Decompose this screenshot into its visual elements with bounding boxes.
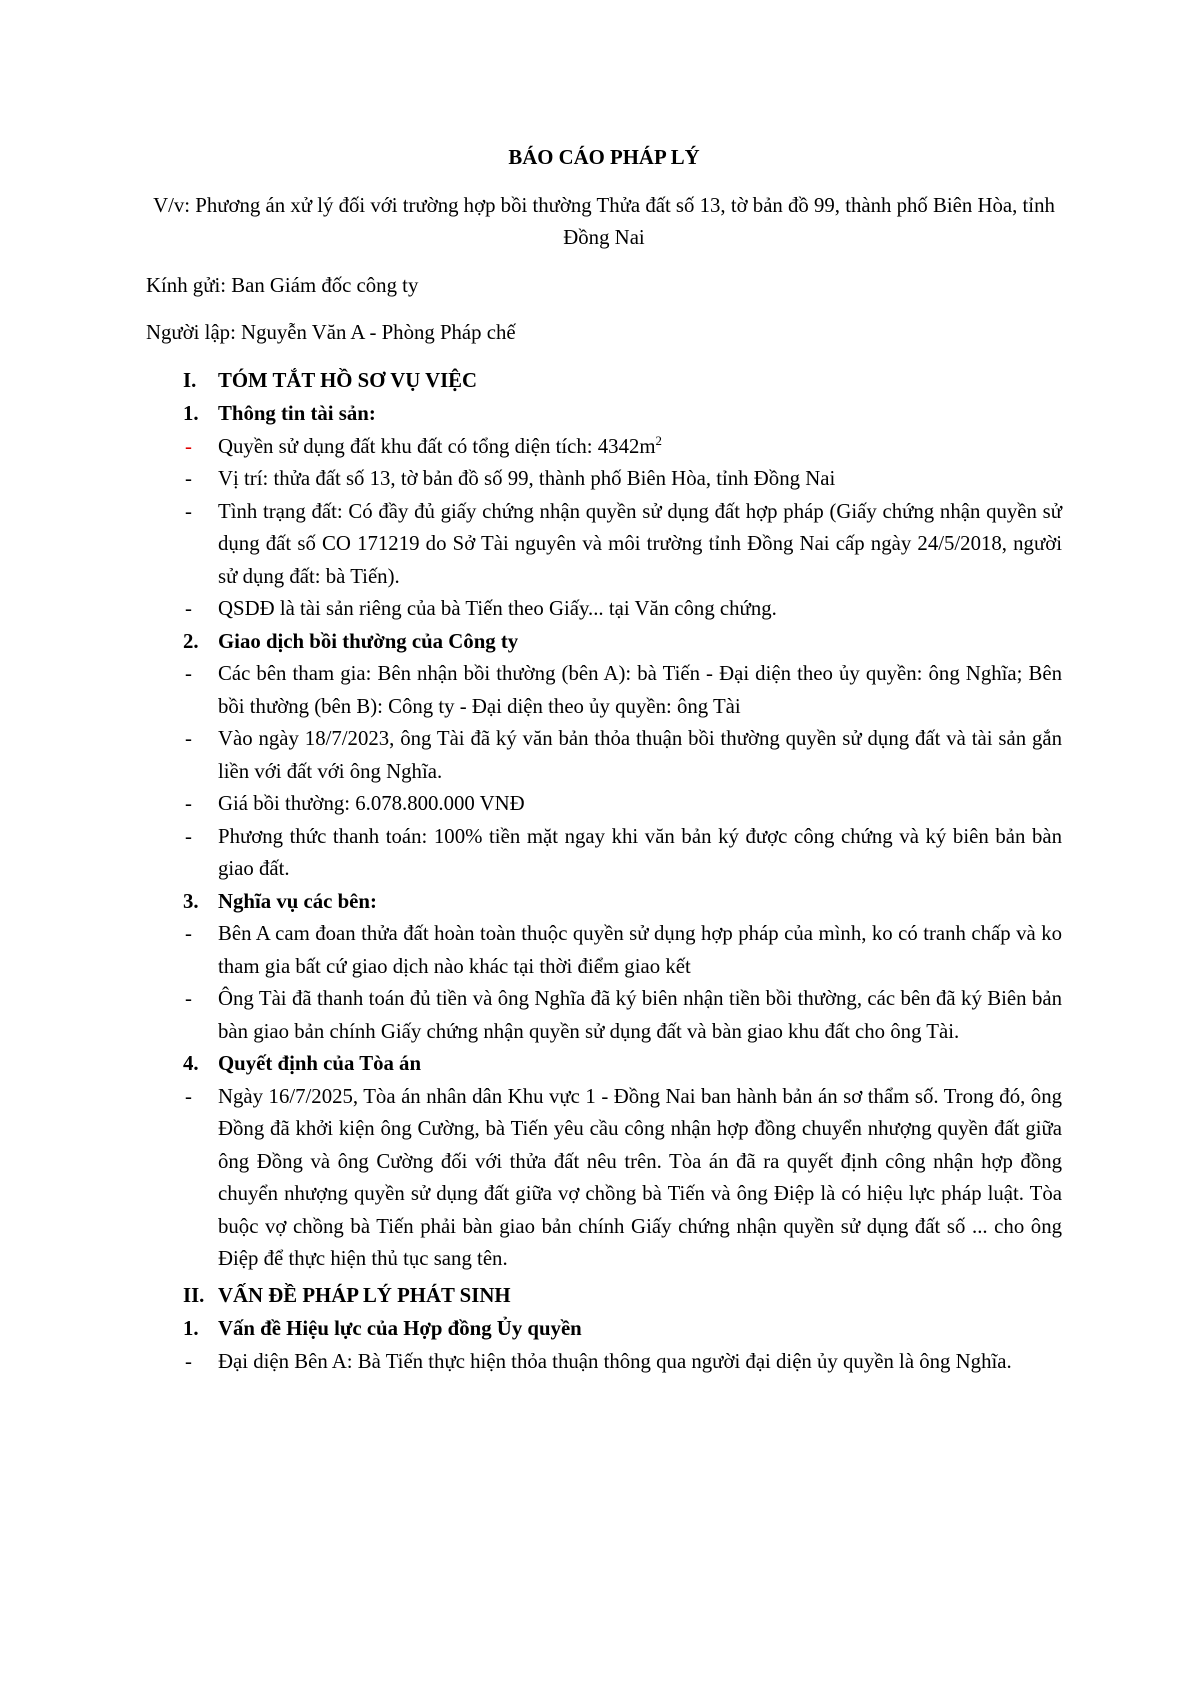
list-item — [146, 821, 1062, 886]
document-subject: V/v: Phương án xử lý đối với trường hợp bồi thường Thửa đất số 13, tờ bản đồ 99, thành phố Biên Hòa, tỉnh Đồng Nai — [153, 193, 1055, 249]
list-item — [146, 593, 1062, 626]
list-item — [146, 463, 1062, 496]
subsection-title: Quyết định của Tòa án — [218, 1052, 422, 1075]
bullet-dash: - — [185, 922, 192, 945]
section-number: II. — [183, 1283, 205, 1307]
bullet-dash: - — [185, 499, 192, 523]
list-item-text: Các bên tham gia: Bên nhận bồi thường (bên A): bà Tiến - Đại diện theo ủy quyền: ông Nghĩa; Bên bồi thường (bên B): Công ty - Đại diện theo ủy quyền: ông Tài — [218, 662, 1062, 718]
list-item — [146, 788, 1062, 821]
list-item-text: Giá bồi thường: 6.078.800.000 VNĐ — [218, 792, 525, 815]
subsection-heading — [146, 626, 1062, 659]
bullet-dash: - — [185, 1084, 192, 1108]
bullet-dash: - — [185, 824, 192, 848]
subsection-title: Giao dịch bồi thường của Công ty — [218, 629, 519, 653]
subsection-heading — [146, 1048, 1062, 1081]
subsection-heading — [146, 886, 1062, 919]
list-item — [146, 983, 1062, 1048]
bullet-dash: - — [185, 467, 192, 490]
document-content — [146, 142, 1062, 1378]
recipient-line: Kính gửi: Ban Giám đốc công ty — [146, 273, 419, 297]
list-item-text: Vị trí: thửa đất số 13, tờ bản đồ số 99, thành phố Biên Hòa, tỉnh Đồng Nai — [218, 467, 836, 490]
list-item-text: Đại diện Bên A: Bà Tiến thực hiện thỏa thuận thông qua người đại diện ủy quyền là ông Nghĩa. — [218, 1349, 1012, 1373]
subsection-number: 4. — [183, 1052, 199, 1075]
list-item-text: Bên A cam đoan thửa đất hoàn toàn thuộc quyền sử dụng hợp pháp của mình, ko có tranh chấp và ko tham gia bất cứ giao dịch nào khác tại thời điểm giao kết — [218, 922, 1062, 978]
list-item — [146, 1346, 1062, 1379]
list-item — [146, 431, 1062, 464]
bullet-dash: - — [185, 662, 192, 685]
bullet-dash: - — [185, 727, 192, 750]
list-item-text: Quyền sử dụng đất khu đất có tổng diện tích: 4342m — [218, 434, 656, 458]
subsection-title: Nghĩa vụ các bên: — [218, 889, 377, 913]
subsection-number: 1. — [183, 402, 199, 425]
bullet-dash: - — [185, 987, 192, 1010]
subsection-number: 3. — [183, 889, 199, 913]
list-item — [146, 1081, 1062, 1276]
section-title: TÓM TẮT HỒ SƠ VỤ VIỆC — [218, 368, 478, 392]
subsection-title: Thông tin tài sản: — [218, 402, 376, 425]
bullet-dash: - — [185, 1349, 192, 1373]
bullet-dash: - — [185, 434, 192, 458]
list-item — [146, 723, 1062, 788]
subsection-number: 2. — [183, 629, 199, 653]
subsection-heading — [146, 398, 1062, 431]
section-heading — [146, 365, 1062, 398]
list-item-text: Ông Tài đã thanh toán đủ tiền và ông Nghĩa đã ký biên nhận tiền bồi thường, các bên đã ký Biên bản bàn giao bản chính Giấy chứng nhận quyền sử dụng đất và bàn giao khu đất cho ông Tài. — [218, 987, 1062, 1043]
section-number: I. — [183, 368, 197, 392]
section-heading — [146, 1280, 1062, 1313]
subsection-number: 1. — [183, 1317, 199, 1340]
list-item — [146, 496, 1062, 594]
subsection-title: Vấn đề Hiệu lực của Hợp đồng Ủy quyền — [218, 1317, 582, 1340]
superscript: 2 — [655, 433, 662, 448]
subsection-heading — [146, 1313, 1062, 1346]
author-line: Người lập: Nguyễn Văn A - Phòng Pháp chế — [146, 321, 516, 344]
document-title: BÁO CÁO PHÁP LÝ — [508, 146, 700, 169]
list-item-text: Tình trạng đất: Có đầy đủ giấy chứng nhận quyền sử dụng đất hợp pháp (Giấy chứng nhận quyền sử dụng đất số CO 171219 do Sở Tài nguyên và môi trường tỉnh Đồng Nai cấp ngày 24/5/2018, người sử dụng đất: bà Tiến). — [218, 499, 1062, 588]
list-item-text: Phương thức thanh toán: 100% tiền mặt ngay khi văn bản ký được công chứng và ký biên bản bàn giao đất. — [218, 824, 1062, 880]
list-item-text: Vào ngày 18/7/2023, ông Tài đã ký văn bản thỏa thuận bồi thường quyền sử dụng đất và tài sản gắn liền với đất với ông Nghĩa. — [218, 727, 1062, 783]
list-item — [146, 918, 1062, 983]
section-title: VẤN ĐỀ PHÁP LÝ PHÁT SINH — [218, 1283, 511, 1307]
bullet-dash: - — [185, 792, 192, 815]
bullet-dash: - — [185, 597, 192, 620]
list-item — [146, 658, 1062, 723]
list-item-text: QSDĐ là tài sản riêng của bà Tiến theo Giấy... tại Văn công chứng. — [218, 597, 777, 620]
list-item-text: Ngày 16/7/2025, Tòa án nhân dân Khu vực 1 - Đồng Nai ban hành bản án sơ thẩm số. Trong đó, ông Đồng đã khởi kiện ông Cường, bà Tiến yêu cầu công nhận hợp đồng chuyển nhượng quyền đất giữa ông Đồng và ông Cường đối với thửa đất nêu trên. Tòa án đã ra quyết định công nhận hợp đồng chuyển nhượng quyền sử dụng đất giữa vợ chồng bà Tiến và ông Điệp là có hiệu lực pháp luật. Tòa buộc vợ chồng bà Tiến phải bàn giao bản chính Giấy chứng nhận quyền sử dụng đất số ... cho ông Điệp để thực hiện thủ tục sang tên. — [218, 1084, 1062, 1270]
